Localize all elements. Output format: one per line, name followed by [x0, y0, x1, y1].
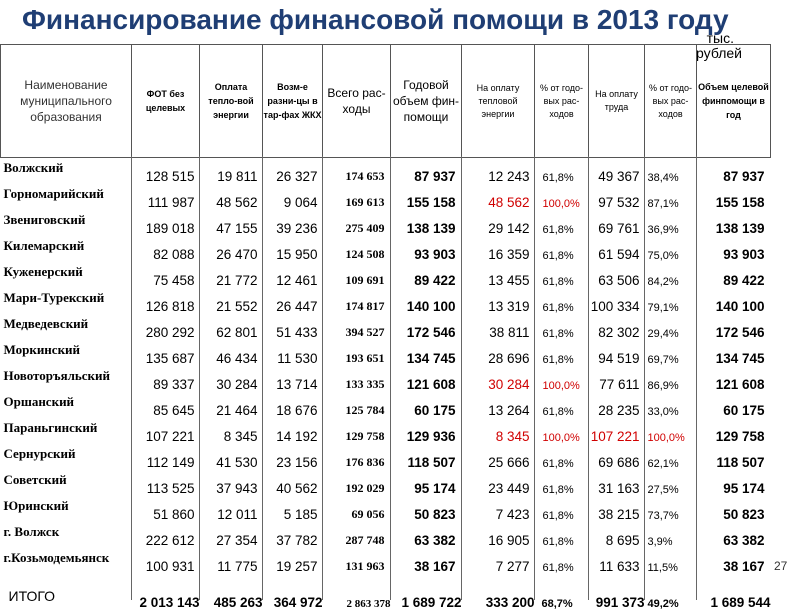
cell-labor: 8 695: [605, 532, 640, 548]
cell-annual: 93 903: [414, 246, 456, 262]
cell-heat: 47 155: [216, 220, 258, 236]
cell-total: 69 056: [351, 506, 385, 521]
cell-name: Килемарский: [3, 237, 85, 253]
cell-pct1: 61,8%: [542, 509, 574, 522]
cell-target: 63 382: [723, 532, 765, 548]
cell-pct1: 61,8%: [542, 561, 574, 574]
cell-name: Волжский: [3, 160, 64, 175]
cell-heat-pay: 13 455: [488, 272, 530, 288]
cell-pct2: 36,9%: [647, 223, 679, 236]
cell-heat-pay: 8 345: [495, 428, 530, 444]
table-row: [1, 236, 771, 262]
cell-pct1: 61,8%: [542, 275, 574, 288]
cell-heat: 26 470: [216, 246, 258, 262]
cell-fot: 75 458: [153, 272, 195, 288]
cell-total: 124 508: [345, 246, 385, 261]
cell-pct1: 61,8%: [542, 457, 574, 470]
total-diff: 364 972: [273, 594, 323, 610]
cell-name: Горномарийский: [3, 185, 104, 201]
cell-total: 174 653: [345, 168, 385, 183]
cell-pct2: 3,9%: [647, 535, 673, 548]
cell-target: 87 937: [723, 168, 765, 184]
cell-labor: 31 163: [598, 480, 640, 496]
header-annual: Годовой объем фин-помощи: [391, 45, 462, 158]
total-pct2: 49,2%: [647, 597, 679, 610]
cell-heat: 21 464: [216, 402, 258, 418]
cell-name: Оршанский: [3, 393, 75, 409]
cell-heat-pay: 7 423: [495, 506, 530, 522]
table-row: [1, 444, 771, 470]
cell-annual: 95 174: [414, 480, 456, 496]
cell-heat-pay: 38 811: [489, 324, 530, 340]
table-row: [1, 288, 771, 314]
cell-total: 394 527: [345, 324, 385, 339]
cell-diff: 13 714: [276, 376, 318, 392]
cell-target: 38 167: [723, 558, 765, 574]
cell-heat: 11 775: [217, 558, 258, 574]
total-row: [1, 574, 771, 610]
cell-total: 131 963: [345, 558, 385, 573]
units-line-1: тыс.: [706, 30, 734, 46]
cell-pct2: 75,0%: [647, 249, 679, 262]
cell-total: 287 748: [345, 532, 385, 547]
table-row: [1, 522, 771, 548]
header-diff: Возм-е разни-цы в тар-фах ЖКХ: [263, 45, 323, 158]
cell-fot: 85 645: [153, 402, 195, 418]
header-heat: Оплата тепло-вой энергии: [200, 45, 263, 158]
cell-annual: 60 175: [414, 402, 456, 418]
cell-annual: 121 608: [406, 376, 456, 392]
cell-pct2: 79,1%: [647, 301, 679, 314]
cell-total: 176 836: [345, 454, 385, 469]
cell-diff: 15 950: [276, 246, 318, 262]
table-row: [1, 262, 771, 288]
cell-fot: 113 525: [146, 480, 195, 496]
header-pct-annual2: % от годо-вых рас-ходов: [645, 45, 697, 158]
cell-target: 129 758: [715, 428, 765, 444]
cell-pct2: 29,4%: [647, 327, 679, 340]
table-row: [1, 496, 771, 522]
cell-target: 60 175: [723, 402, 765, 418]
header-labor-pay: На оплату труда: [589, 45, 645, 158]
cell-pct1: 61,8%: [542, 353, 574, 366]
cell-heat-pay: 13 264: [488, 402, 530, 418]
column-divider: [131, 156, 132, 600]
cell-pct1: 100,0%: [542, 197, 580, 210]
total-annual: 1 689 722: [401, 594, 462, 610]
cell-labor: 69 761: [598, 220, 640, 236]
cell-labor: 69 686: [598, 454, 640, 470]
column-divider: [199, 156, 200, 600]
cell-name: Моркинский: [3, 341, 81, 357]
cell-name: Мари-Турекский: [3, 289, 105, 305]
cell-diff: 5 185: [283, 506, 318, 522]
cell-labor: 63 506: [598, 272, 640, 288]
cell-annual: 63 382: [414, 532, 456, 548]
cell-target: 121 608: [715, 376, 765, 392]
cell-heat-pay: 25 666: [488, 454, 530, 470]
cell-heat: 27 354: [216, 532, 258, 548]
total-heat: 485 263: [213, 594, 263, 610]
cell-heat-pay: 28 696: [488, 350, 530, 366]
table-row: [1, 392, 771, 418]
cell-name: Советский: [3, 471, 67, 487]
cell-labor: 107 221: [590, 428, 640, 444]
cell-labor: 28 235: [598, 402, 640, 418]
cell-fot: 82 088: [153, 246, 195, 262]
cell-name: Новоторъяльский: [3, 367, 111, 383]
column-divider: [588, 156, 589, 600]
cell-pct2: 87,1%: [647, 197, 679, 210]
table-row: [1, 158, 771, 184]
cell-pct2: 38,4%: [647, 171, 679, 184]
cell-pct2: 27,5%: [647, 483, 679, 496]
cell-pct2: 33,0%: [647, 405, 679, 418]
cell-pct1: 61,8%: [542, 327, 574, 340]
cell-heat: 37 943: [216, 480, 258, 496]
units-line-2: рублей: [696, 45, 742, 61]
cell-fot: 112 149: [146, 454, 195, 470]
cell-heat-pay: 16 905: [488, 532, 530, 548]
cell-diff: 51 433: [276, 324, 318, 340]
cell-annual: 172 546: [406, 324, 456, 340]
cell-target: 155 158: [715, 194, 765, 210]
total-total: 2 863 378: [346, 597, 391, 610]
cell-diff: 39 236: [276, 220, 318, 236]
cell-heat: 19 811: [217, 168, 258, 184]
cell-annual: 134 745: [406, 350, 456, 366]
cell-heat: 48 562: [216, 194, 258, 210]
column-divider: [262, 156, 263, 600]
cell-annual: 38 167: [414, 558, 456, 574]
cell-fot: 189 018: [145, 220, 195, 236]
cell-heat: 12 011: [217, 506, 258, 522]
cell-pct2: 11,5%: [647, 561, 678, 574]
cell-fot: 89 337: [153, 376, 195, 392]
cell-annual: 87 937: [414, 168, 456, 184]
table-row: [1, 184, 771, 210]
page-number: 27: [774, 559, 788, 573]
header-heat-pay: На оплату тепловой энергии: [462, 45, 535, 158]
total-heat-pay: 333 200: [485, 594, 535, 610]
table-row: [1, 314, 771, 340]
cell-pct1: 61,8%: [542, 301, 574, 314]
cell-heat: 62 801: [216, 324, 258, 340]
cell-pct1: 61,8%: [542, 405, 574, 418]
cell-diff: 19 257: [276, 558, 318, 574]
cell-labor: 97 532: [598, 194, 640, 210]
cell-fot: 111 987: [147, 194, 195, 210]
cell-heat-pay: 16 359: [488, 246, 530, 262]
cell-labor: 61 594: [598, 246, 640, 262]
table-row: [1, 470, 771, 496]
cell-fot: 280 292: [145, 324, 195, 340]
cell-heat-pay: 23 449: [488, 480, 530, 496]
cell-pct2: 86,9%: [647, 379, 679, 392]
cell-name: Сернурский: [3, 445, 76, 461]
cell-pct2: 62,1%: [647, 457, 679, 470]
cell-labor: 49 367: [598, 168, 640, 184]
cell-name: г.Козьмодемьянск: [3, 549, 110, 565]
header-fot: ФОТ без целевых: [132, 45, 200, 158]
financing-table: [0, 44, 771, 610]
table-row: [1, 418, 771, 444]
cell-name: Медведевский: [3, 315, 89, 331]
cell-heat: 41 530: [216, 454, 258, 470]
cell-diff: 26 327: [276, 168, 318, 184]
header-row: [1, 45, 771, 158]
cell-total: 129 758: [345, 428, 385, 443]
cell-diff: 37 782: [276, 532, 318, 548]
cell-labor: 94 519: [598, 350, 640, 366]
cell-labor: 38 215: [598, 506, 640, 522]
cell-target: 140 100: [715, 298, 765, 314]
cell-annual: 155 158: [406, 194, 456, 210]
cell-pct1: 100,0%: [542, 431, 580, 444]
header-total: Всего рас-ходы: [323, 45, 391, 158]
table-body: [1, 158, 771, 574]
cell-name: Звениговский: [3, 211, 86, 227]
cell-pct1: 61,8%: [542, 223, 574, 236]
cell-total: 169 613: [345, 194, 385, 209]
cell-total: 275 409: [345, 220, 385, 235]
cell-pct1: 61,8%: [542, 171, 574, 184]
cell-heat-pay: 30 284: [488, 376, 530, 392]
cell-total: 133 335: [345, 376, 385, 391]
cell-fot: 128 515: [145, 168, 195, 184]
cell-heat: 30 284: [216, 376, 258, 392]
cell-total: 109 691: [345, 272, 385, 287]
cell-diff: 14 192: [276, 428, 318, 444]
column-divider: [644, 156, 645, 600]
cell-target: 172 546: [715, 324, 765, 340]
cell-diff: 18 676: [276, 402, 318, 418]
cell-target: 134 745: [715, 350, 765, 366]
cell-heat-pay: 12 243: [488, 168, 530, 184]
cell-target: 89 422: [723, 272, 765, 288]
cell-target: 50 823: [723, 506, 765, 522]
column-divider: [390, 156, 391, 600]
cell-labor: 77 611: [599, 376, 640, 392]
total-pct1: 68,7%: [541, 597, 573, 610]
cell-pct1: 61,8%: [542, 535, 574, 548]
cell-fot: 126 818: [145, 298, 195, 314]
column-divider: [696, 156, 697, 600]
cell-diff: 26 447: [276, 298, 318, 314]
table-row: [1, 210, 771, 236]
cell-pct1: 61,8%: [542, 249, 574, 262]
cell-name: Параньгинский: [3, 419, 98, 435]
cell-target: 95 174: [723, 480, 765, 496]
cell-target: 118 507: [716, 454, 765, 470]
cell-labor: 11 633: [599, 558, 640, 574]
cell-pct2: 84,2%: [647, 275, 679, 288]
cell-target: 93 903: [723, 246, 765, 262]
header-target: Объем целевой финпомощи в год: [697, 45, 771, 158]
cell-fot: 107 221: [145, 428, 195, 444]
cell-diff: 12 461: [276, 272, 318, 288]
header-name: Наименование муниципального образования: [1, 45, 132, 158]
column-divider: [322, 156, 323, 600]
cell-labor: 82 302: [598, 324, 640, 340]
cell-heat: 21 552: [216, 298, 258, 314]
total-labor: 991 373: [595, 594, 645, 610]
cell-pct2: 69,7%: [647, 353, 679, 366]
total-name: ИТОГО: [8, 587, 56, 604]
column-divider: [461, 156, 462, 600]
cell-annual: 50 823: [414, 506, 456, 522]
cell-annual: 89 422: [414, 272, 456, 288]
cell-target: 138 139: [715, 220, 765, 236]
cell-fot: 51 860: [153, 506, 195, 522]
cell-heat-pay: 29 142: [488, 220, 530, 236]
cell-total: 125 784: [345, 402, 385, 417]
cell-total: 193 651: [345, 350, 385, 365]
cell-heat-pay: 13 319: [488, 298, 530, 314]
cell-annual: 129 936: [406, 428, 456, 444]
cell-diff: 11 530: [277, 350, 318, 366]
cell-name: г. Волжск: [3, 523, 60, 539]
cell-annual: 140 100: [406, 298, 456, 314]
cell-pct1: 61,8%: [542, 483, 574, 496]
total-fot: 2 013 143: [139, 594, 200, 610]
cell-total: 174 817: [345, 298, 385, 313]
cell-pct2: 73,7%: [647, 509, 679, 522]
cell-name: Куженерский: [3, 263, 83, 279]
cell-name: Юринский: [3, 497, 69, 513]
cell-labor: 100 334: [590, 298, 640, 314]
cell-fot: 135 687: [145, 350, 195, 366]
table-row: [1, 548, 771, 574]
cell-heat-pay: 7 277: [495, 558, 530, 574]
cell-diff: 40 562: [276, 480, 318, 496]
page-title: Финансирование финансовой помощи в 2013 году: [22, 4, 729, 35]
total-target: 1 689 544: [710, 594, 771, 610]
column-divider: [534, 156, 535, 600]
table-row: [1, 366, 771, 392]
cell-diff: 23 156: [276, 454, 318, 470]
header-pct-annual: % от годо-вых рас-ходов: [535, 45, 589, 158]
cell-pct2: 100,0%: [647, 431, 685, 444]
cell-heat-pay: 48 562: [488, 194, 530, 210]
cell-fot: 222 612: [145, 532, 195, 548]
cell-total: 192 029: [345, 480, 385, 495]
cell-heat: 8 345: [223, 428, 258, 444]
cell-fot: 100 931: [145, 558, 195, 574]
cell-annual: 138 139: [406, 220, 456, 236]
cell-diff: 9 064: [283, 194, 318, 210]
cell-heat: 46 434: [216, 350, 258, 366]
cell-heat: 21 772: [216, 272, 258, 288]
table-row: [1, 340, 771, 366]
cell-annual: 118 507: [407, 454, 456, 470]
cell-pct1: 100,0%: [542, 379, 580, 392]
